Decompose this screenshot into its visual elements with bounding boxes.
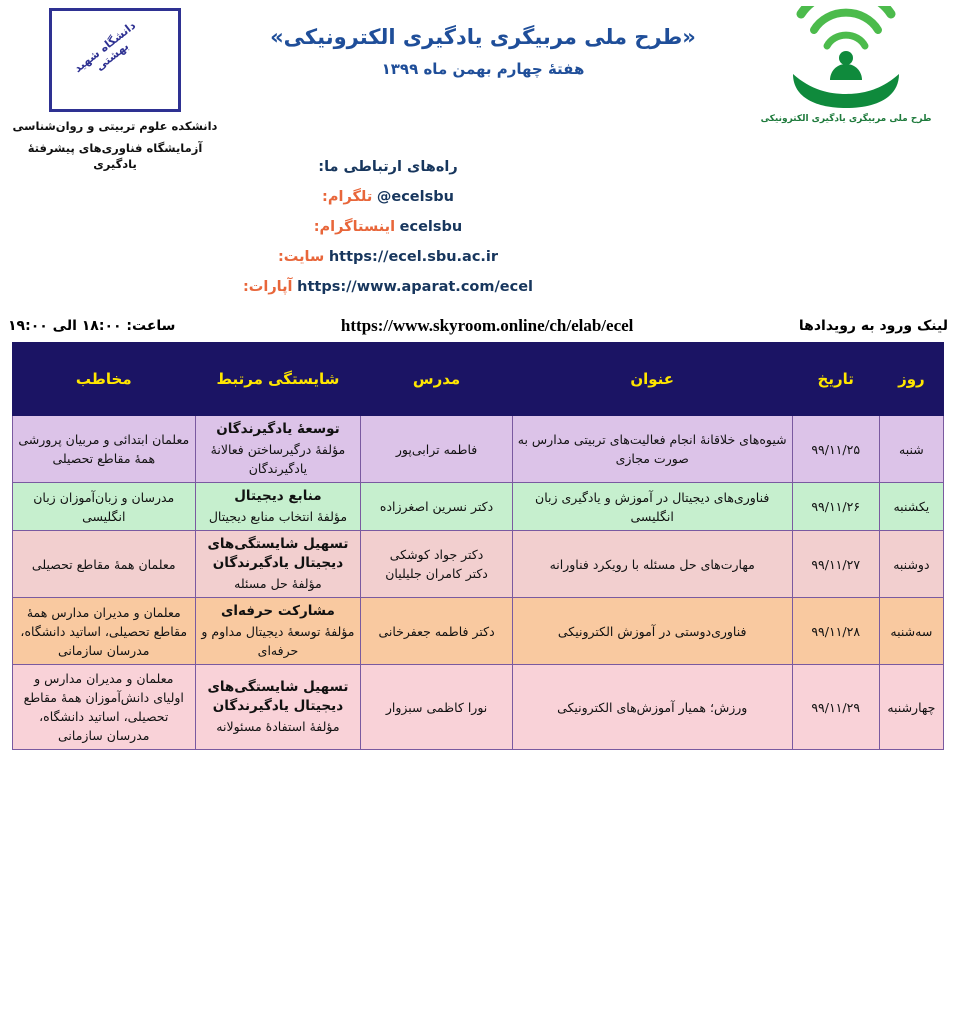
- header-day: روز: [879, 343, 943, 416]
- ecel-logo-block: [746, 6, 946, 124]
- ecel-logo-caption: طرح ملی مربیگری یادگیری الکترونیکی: [760, 114, 932, 124]
- contact-block: [0, 152, 956, 302]
- cell-teacher: نورا کاظمی سبزوار: [361, 665, 512, 750]
- cell-day: چهارشنبه: [879, 665, 943, 750]
- cell-day: شنبه: [879, 416, 943, 483]
- cell-day: سه‌شنبه: [879, 598, 943, 665]
- table-row: [13, 483, 944, 531]
- competency-title: تسهیل شایستگی‌های دیجیتال یادگیرندگان: [207, 536, 349, 571]
- table-row: [13, 416, 944, 483]
- cell-audience: معلمان ابتدائی و مربیان پرورشی همهٔ مقاطع تحصیلی: [13, 416, 196, 483]
- cell-competency: [195, 416, 361, 483]
- contact-item-telegram: [0, 182, 776, 212]
- cell-teacher: فاطمه ترابی‌پور: [361, 416, 512, 483]
- cell-date: ۹۹/۱۱/۲۷: [792, 531, 879, 598]
- entry-link-label: لینک ورود به رویدادها: [798, 318, 948, 334]
- contact-label-telegram: تلگرام:: [322, 189, 373, 205]
- header-competency: شایستگی مرتبط: [195, 343, 361, 416]
- contact-label-instagram: اینستاگرام:: [313, 219, 396, 235]
- table-row: [13, 665, 944, 750]
- cell-day: یکشنبه: [879, 483, 943, 531]
- title-block: [220, 6, 746, 78]
- table-header-row: [13, 343, 944, 416]
- contact-item-instagram: [0, 212, 776, 242]
- sbu-logo-text: دانشگاه شهید بهشتی: [71, 18, 139, 76]
- contact-value-website[interactable]: https://ecel.sbu.ac.ir: [328, 249, 499, 265]
- competency-component: مؤلفهٔ حل مسئله: [234, 576, 322, 591]
- contact-value-telegram[interactable]: @ecelsbu: [376, 189, 454, 205]
- ecel-logo-icon: [781, 6, 911, 112]
- cell-date: ۹۹/۱۱/۲۹: [792, 665, 879, 750]
- header-date: تاریخ: [792, 343, 879, 416]
- competency-component: مؤلفهٔ توسعهٔ دیجیتال مداوم و حرفه‌ای: [201, 624, 355, 658]
- cell-competency: [195, 598, 361, 665]
- header-audience: مخاطب: [13, 343, 196, 416]
- table-row: [13, 598, 944, 665]
- cell-date: ۹۹/۱۱/۲۶: [792, 483, 879, 531]
- header-teacher: مدرس: [361, 343, 512, 416]
- contact-value-instagram[interactable]: ecelsbu: [399, 219, 463, 235]
- entry-link-url[interactable]: https://www.skyroom.online/ch/elab/ecel: [340, 316, 634, 335]
- competency-component: مؤلفهٔ استفادهٔ مسئولانه: [216, 719, 340, 734]
- contact-item-website: [0, 242, 776, 272]
- cell-date: ۹۹/۱۱/۲۵: [792, 416, 879, 483]
- cell-teacher: دکتر جواد کوشکی دکتر کامران جلیلیان: [361, 531, 512, 598]
- entry-time: ساعت: ۱۸:۰۰ الی ۱۹:۰۰: [8, 318, 176, 334]
- competency-title: توسعهٔ یادگیرندگان: [216, 421, 340, 437]
- faculty-line-2: آزمایشگاه فناوری‌های پیشرفتهٔ یادگیری: [27, 141, 203, 171]
- header-title: عنوان: [512, 343, 792, 416]
- cell-audience: معلمان و مدیران مدارس و اولیای دانش‌آموزان همهٔ مقاطع تحصیلی، اساتید دانشگاه، مدرسان سازمانی: [13, 665, 196, 750]
- cell-teacher: دکتر نسرین اصغرزاده: [361, 483, 512, 531]
- cell-audience: مدرسان و زبان‌آموزان زبان انگلیسی: [13, 483, 196, 531]
- cell-teacher: دکتر فاطمه جعفرخانی: [361, 598, 512, 665]
- entry-link-row: [0, 302, 956, 342]
- competency-component: مؤلفهٔ انتخاب منابع دیجیتال: [208, 509, 348, 524]
- competency-title: منابع دیجیتال: [234, 488, 322, 504]
- contact-label-website: سایت:: [277, 249, 325, 265]
- competency-title: مشارکت حرفه‌ای: [220, 603, 335, 619]
- page-title: «طرح ملی مربیگری یادگیری الکترونیکی»: [270, 25, 696, 49]
- sbu-logo-block: [10, 6, 220, 172]
- contact-item-aparat: [0, 272, 776, 302]
- cell-title: فناوری‌دوستی در آموزش الکترونیکی: [512, 598, 792, 665]
- cell-audience: معلمان و مدیران مدارس همهٔ مقاطع تحصیلی، اساتید دانشگاه، مدرسان سازمانی: [13, 598, 196, 665]
- faculty-line-1: دانشکده علوم تربیتی و روان‌شناسی: [12, 119, 218, 133]
- cell-competency: [195, 531, 361, 598]
- cell-title: فناوری‌های دیجیتال در آموزش و یادگیری زبان انگلیسی: [512, 483, 792, 531]
- competency-component: مؤلفهٔ درگیرساختن فعالانهٔ یادگیرندگان: [210, 442, 346, 476]
- cell-competency: [195, 483, 361, 531]
- cell-date: ۹۹/۱۱/۲۸: [792, 598, 879, 665]
- cell-day: دوشنبه: [879, 531, 943, 598]
- contact-intro: راه‌های ارتباطی ما:: [318, 159, 458, 175]
- contact-label-aparat: آپارات:: [242, 279, 293, 295]
- cell-title: مهارت‌های حل مسئله با رویکرد فناورانه: [512, 531, 792, 598]
- sbu-logo-icon: [49, 8, 181, 112]
- cell-audience: معلمان همهٔ مقاطع تحصیلی: [13, 531, 196, 598]
- cell-title: شیوه‌های خلاقانهٔ انجام فعالیت‌های تربیتی مدارس به صورت مجازی: [512, 416, 792, 483]
- cell-competency: [195, 665, 361, 750]
- cell-title: ورزش؛ همیار آموزش‌های الکترونیکی: [512, 665, 792, 750]
- table-row: [13, 531, 944, 598]
- contact-value-aparat[interactable]: https://www.aparat.com/ecel: [297, 279, 534, 295]
- schedule-table: [12, 342, 944, 750]
- competency-title: تسهیل شایستگی‌های دیجیتال یادگیرندگان: [207, 679, 349, 714]
- table-body: [13, 416, 944, 750]
- page-subtitle: هفتهٔ چهارم بهمن ماه ۱۳۹۹: [381, 60, 585, 78]
